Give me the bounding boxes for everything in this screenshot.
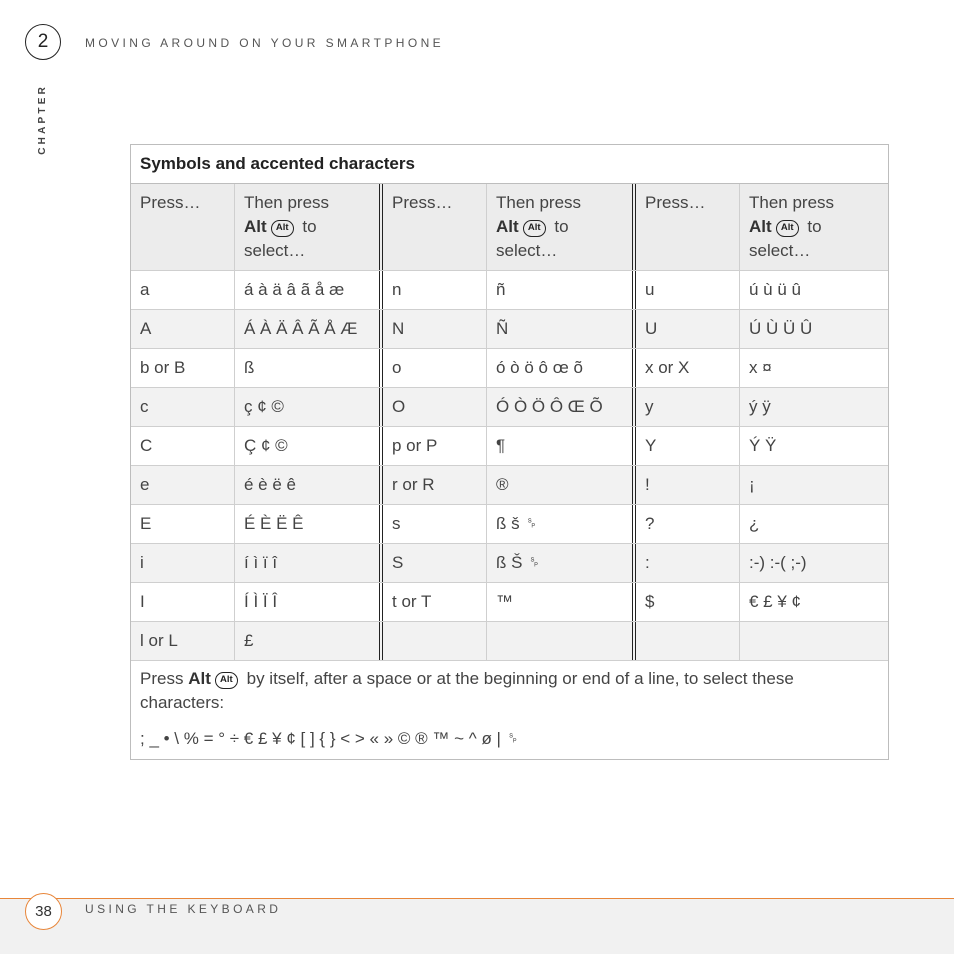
header-then-press-3: Then press Alt Alt to select… [749, 193, 835, 260]
alt-key-icon: Alt [215, 672, 238, 689]
chapter-label: CHAPTER [37, 84, 48, 155]
result-chars-cell: ñ [487, 271, 636, 309]
result-chars-cell: ¡ [749, 475, 755, 494]
running-title: MOVING AROUND ON YOUR SMARTPHONE [85, 36, 445, 50]
result-chars-cell: ú ù ü û [749, 280, 801, 299]
header-press-3: Press… [636, 184, 740, 270]
result-chars-cell: ™ [487, 583, 636, 621]
result-chars-cell: ß Š ␠ [487, 544, 636, 582]
press-key-cell: n [383, 271, 487, 309]
header-then-press-2: Then press Alt Alt to select… [487, 184, 636, 270]
table-row [131, 310, 888, 349]
press-key-cell: o [383, 349, 487, 387]
press-key-cell: l or L [131, 622, 235, 660]
result-chars-cell: ¶ [487, 427, 636, 465]
result-chars-cell: ý ÿ [749, 397, 771, 416]
alt-key-icon: Alt [523, 220, 546, 237]
header-press-2: Press… [383, 184, 487, 270]
symbols-table [130, 144, 889, 760]
header-then-press-1: Then press Alt Alt to select… [235, 184, 383, 270]
alt-word: Alt [188, 669, 211, 688]
result-chars-cell: Ñ [487, 310, 636, 348]
result-chars-cell: Ó Ò Ö Ô Œ Õ [487, 388, 636, 426]
result-chars-cell [487, 622, 636, 660]
alt-word: Alt [749, 217, 772, 236]
press-key-cell: ! [636, 466, 740, 504]
press-key-cell: E [131, 505, 235, 543]
press-key-cell: $ [636, 583, 740, 621]
table-title: Symbols and accented characters [131, 145, 888, 184]
page-number: 38 [35, 903, 52, 920]
result-chars-cell: ß š ␠ [487, 505, 636, 543]
press-key-cell: c [131, 388, 235, 426]
press-key-cell: I [131, 583, 235, 621]
press-key-cell: u [636, 271, 740, 309]
press-key-cell: e [131, 466, 235, 504]
alt-key-icon: Alt [776, 220, 799, 237]
result-chars-cell: € £ ¥ ¢ [749, 592, 801, 611]
result-chars-cell: ç ¢ © [235, 388, 383, 426]
result-chars-cell: Ç ¢ © [235, 427, 383, 465]
result-chars-cell: Á À Ä Â Ã Å Æ [235, 310, 383, 348]
press-key-cell: r or R [383, 466, 487, 504]
header-press-1: Press… [131, 184, 235, 270]
result-chars-cell: £ [235, 622, 383, 660]
table-row [131, 466, 888, 505]
table-row [131, 271, 888, 310]
result-chars-cell: x ¤ [749, 358, 772, 377]
press-key-cell: Y [636, 427, 740, 465]
page-number-badge [25, 893, 62, 930]
result-chars-cell: Ý Ÿ [749, 436, 777, 455]
result-chars-cell: ® [487, 466, 636, 504]
press-key-cell: : [636, 544, 740, 582]
press-key-cell: O [383, 388, 487, 426]
table-row [131, 583, 888, 622]
press-key-cell: s [383, 505, 487, 543]
result-chars-cell: ó ò ö ô œ õ [487, 349, 636, 387]
press-key-cell: A [131, 310, 235, 348]
press-key-cell [383, 622, 487, 660]
press-key-cell: N [383, 310, 487, 348]
result-chars-cell: É È Ë Ê [235, 505, 383, 543]
chapter-number-badge [25, 24, 61, 60]
press-key-cell: C [131, 427, 235, 465]
press-key-cell: U [636, 310, 740, 348]
table-row [131, 622, 888, 661]
result-chars-cell: ¿ [749, 514, 760, 533]
press-key-cell: S [383, 544, 487, 582]
result-chars-cell: é è ë ê [235, 466, 383, 504]
press-key-cell [636, 622, 740, 660]
press-key-cell: a [131, 271, 235, 309]
table-header-row [131, 184, 888, 271]
result-chars-cell: ß [235, 349, 383, 387]
footnote-characters: ; _ • \ % = ° ÷ € £ ¥ ¢ [ ] { } < > « » © ® ™ ~ ^ ø | ␠ [140, 729, 520, 748]
result-chars-cell: í ì ï î [235, 544, 383, 582]
table-footnote [131, 661, 888, 759]
footer-section-title: USING THE KEYBOARD [85, 902, 282, 916]
table-body [131, 271, 888, 661]
result-chars-cell: Ú Ù Ü Û [749, 319, 813, 338]
table-row [131, 427, 888, 466]
result-chars-cell: á à ä â ã å æ [235, 271, 383, 309]
alt-word: Alt [496, 217, 519, 236]
footnote-text-line: Press Alt Alt by itself, after a space or at the beginning or end of a line, to select these characters: [140, 669, 794, 712]
footnote-text: by itself, after a space or at the beginning or end of a line, to select these characters: [140, 669, 794, 712]
result-chars-cell: Í Ì Ï Î [235, 583, 383, 621]
press-key-cell: p or P [383, 427, 487, 465]
result-chars-cell: :-) :-( ;-) [749, 553, 807, 572]
table-row [131, 349, 888, 388]
press-key-cell: x or X [636, 349, 740, 387]
table-row [131, 544, 888, 583]
press-key-cell: b or B [131, 349, 235, 387]
result-chars-cell [740, 622, 888, 660]
press-key-cell: ? [636, 505, 740, 543]
chapter-number: 2 [37, 31, 49, 52]
press-key-cell: y [636, 388, 740, 426]
press-key-cell: i [131, 544, 235, 582]
table-row [131, 505, 888, 544]
table-row [131, 388, 888, 427]
alt-key-icon: Alt [271, 220, 294, 237]
press-key-cell: t or T [383, 583, 487, 621]
alt-word: Alt [244, 217, 267, 236]
